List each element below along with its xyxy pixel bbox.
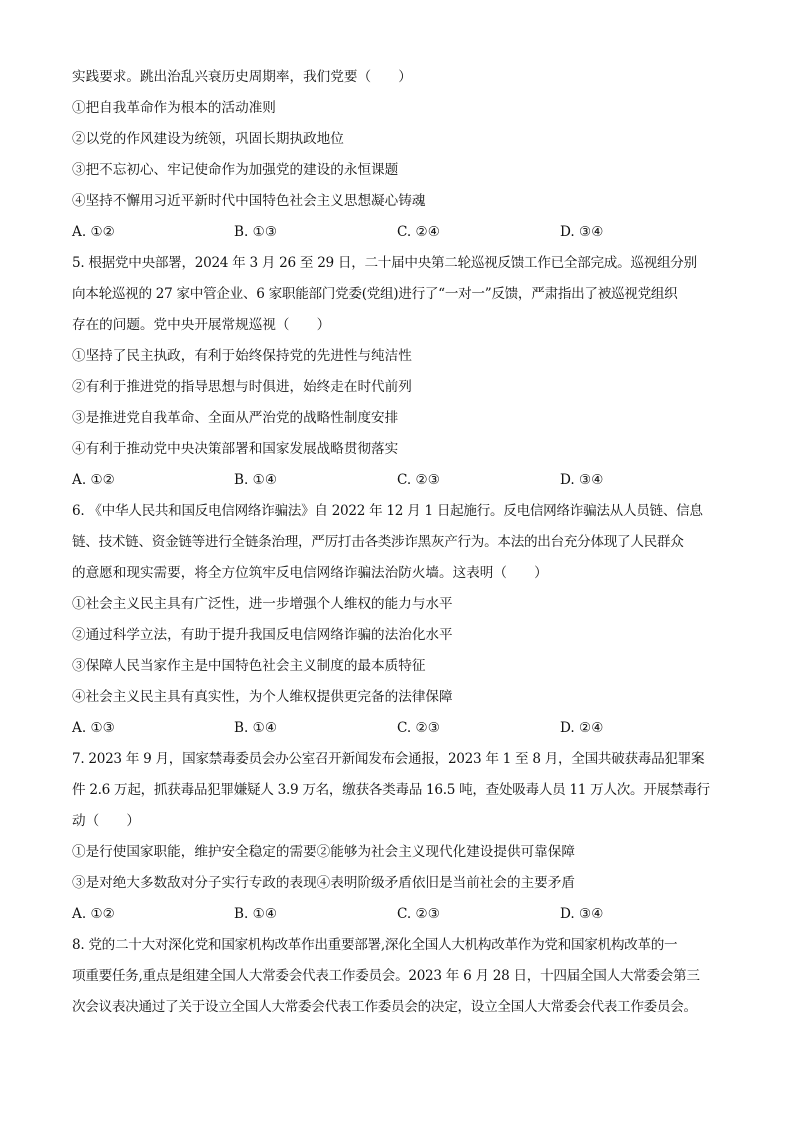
q5-stem-line-1: 5. 根据党中央部署，2024 年 3 月 26 至 29 日，二十届中央第二轮巡视反馈工作已全部完成。巡视组分别 [72, 255, 697, 271]
q5-option-c: C. ②③ [397, 472, 440, 488]
q4-option-b: B. ①③ [234, 224, 278, 240]
q4-item-3: ③把不忘初心、牢记使命作为加强党的建设的永恒课题 [72, 162, 399, 178]
q5-option-d: D. ③④ [560, 472, 604, 488]
q7-stem-line-1: 7. 2023 年 9 月，国家禁毒委员会办公室召开新闻发布会通报，2023 年 1 至 8 月，全国共破获毒品犯罪案 [72, 751, 705, 767]
q5-options [72, 465, 738, 496]
q5-item-1: ①坚持了民主执政，有利于始终保持党的先进性与纯洁性 [72, 348, 412, 364]
q4-options [72, 217, 738, 248]
q5-stem-line-2: 向本轮巡视的 27 家中管企业、6 家职能部门党委(党组)进行了“一对一”反馈，严肃指出了被巡视党组织 [72, 286, 678, 302]
q5-item-4: ④有利于推动党中央决策部署和国家发展战略贯彻落实 [72, 441, 399, 457]
q7-stem-line-3: 动（ ） [72, 813, 140, 829]
q7-item-row-1: ①是行使国家职能，维护安全稳定的需要②能够为社会主义现代化建设提供可靠保障 [72, 844, 575, 860]
q6-item-2: ②通过科学立法，有助于提升我国反电信网络诈骗的法治化水平 [72, 627, 453, 643]
q4-item-2: ②以党的作风建设为统领，巩固长期执政地位 [72, 131, 344, 147]
q4-stem-end: 实践要求。跳出治乱兴衰历史周期率，我们党要（ ） [72, 69, 412, 85]
q6-item-4: ④社会主义民主具有真实性，为个人维权提供更完备的法律保障 [72, 689, 453, 705]
q6-option-d: D. ②④ [560, 720, 604, 736]
q6-stem-line-2: 链、技术链、资金链等进行全链条治理，严厉打击各类涉诈黑灰产行为。本法的出台充分体现了人民群众 [72, 534, 684, 550]
q8-stem-line-2: 项重要任务,重点是组建全国人大常委会代表工作委员会。2023 年 6 月 28 日，十四届全国人大常委会第三 [72, 968, 700, 984]
q6-stem-line-1: 6. 《中华人民共和国反电信网络诈骗法》自 2022 年 12 月 1 日起施行。反电信网络诈骗法从人员链、信息 [72, 503, 703, 519]
q4-item-4: ④坚持不懈用习近平新时代中国特色社会主义思想凝心铸魂 [72, 193, 426, 209]
q6-options [72, 713, 738, 744]
q6-option-a: A. ①③ [72, 720, 115, 736]
q6-option-b: B. ①④ [234, 720, 278, 736]
q4-item-1: ①把自我革命作为根本的活动准则 [72, 100, 276, 116]
q4-option-a: A. ①② [72, 224, 115, 240]
q8-stem-line-3: 次会议表决通过了关于设立全国人大常委会代表工作委员会的决定，设立全国人大常委会代表工作委员会。 [72, 999, 697, 1015]
q4-option-d: D. ③④ [560, 224, 604, 240]
q5-item-2: ②有利于推进党的指导思想与时俱进，始终走在时代前列 [72, 379, 412, 395]
q7-stem-line-2: 件 2.6 万起，抓获毒品犯罪嫌疑人 3.9 万名，缴获各类毒品 16.5 吨，查处吸毒人员 11 万人次。开展禁毒行 [72, 782, 710, 798]
q4-option-c: C. ②④ [397, 224, 440, 240]
q6-stem-line-3: 的意愿和现实需要，将全方位筑牢反电信网络诈骗法治防火墙。这表明（ ） [72, 565, 548, 581]
q7-option-a: A. ①② [72, 906, 115, 922]
exam-page [72, 62, 738, 1023]
q5-option-a: A. ①② [72, 472, 115, 488]
q7-item-row-2: ③是对绝大多数敌对分子实行专政的表现④表明阶级矛盾依旧是当前社会的主要矛盾 [72, 875, 575, 891]
q5-stem-line-3: 存在的问题。党中央开展常规巡视（ ） [72, 317, 331, 333]
q5-option-b: B. ①④ [234, 472, 278, 488]
q8-stem-line-1: 8. 党的二十大对深化党和国家机构改革作出重要部署,深化全国人大机构改革作为党和国家机构改革的一 [72, 937, 678, 953]
q7-option-b: B. ①④ [234, 906, 278, 922]
q5-item-3: ③是推进党自我革命、全面从严治党的战略性制度安排 [72, 410, 399, 426]
q7-option-c: C. ②③ [397, 906, 440, 922]
q6-item-3: ③保障人民当家作主是中国特色社会主义制度的最本质特征 [72, 658, 426, 674]
q6-item-1: ①社会主义民主具有广泛性，进一步增强个人维权的能力与水平 [72, 596, 453, 612]
q6-option-c: C. ②③ [397, 720, 440, 736]
q7-option-d: D. ③④ [560, 906, 604, 922]
q7-options [72, 899, 738, 930]
